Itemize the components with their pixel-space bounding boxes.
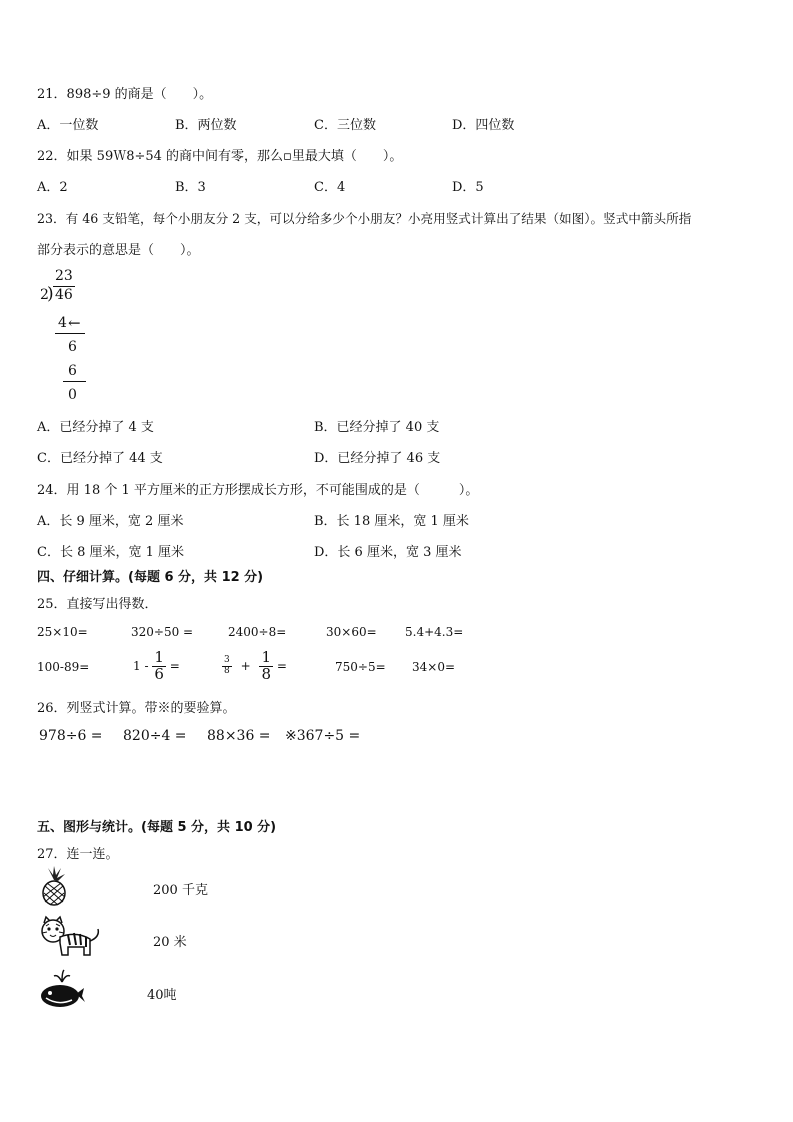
fraction [222, 656, 232, 676]
q21-option-b: B．两位数 [175, 118, 237, 133]
q25-item-7 [133, 650, 180, 683]
q25-item-2: 320÷50 = [131, 625, 194, 639]
q26-item-4: ※367÷5 = [285, 728, 361, 744]
division-dividend: 46 [55, 287, 73, 303]
section5-title: 五、图形与统计。(每题 5 分，共 10 分) [37, 820, 277, 835]
q25-item-7-prefix: 1 - [133, 658, 149, 673]
q24-option-b: B．长 18 厘米，宽 1 厘米 [314, 514, 469, 529]
q22-option-a: A．2 [37, 180, 68, 195]
arrow-icon: ← [68, 314, 81, 332]
q27-stem: 27．连一连。 [37, 847, 119, 862]
q23-option-d: D．已经分掉了 46 支 [314, 451, 441, 466]
q24-option-a: A．长 9 厘米，宽 2 厘米 [37, 514, 184, 529]
q24-option-c: C．长 8 厘米，宽 1 厘米 [37, 545, 185, 560]
q23-option-c: C．已经分掉了 44 支 [37, 451, 163, 466]
q21-option-c: C．三位数 [314, 118, 376, 133]
division-step1: 4 [58, 315, 67, 331]
q26-item-2: 820÷4 = [123, 728, 187, 744]
q25-item-8-equals: = [276, 658, 287, 673]
q21-stem: 21．898÷9 的商是（ ）。 [37, 87, 213, 102]
fraction-numerator: 3 [224, 655, 230, 666]
q25-item-4: 30×60= [326, 625, 377, 639]
q26-item-3: 88×36 = [207, 728, 271, 744]
fraction [259, 650, 273, 683]
label-200kg: 200 千克 [153, 883, 208, 898]
q23-option-b: B．已经分掉了 40 支 [314, 420, 440, 435]
fraction-numerator: 1 [261, 648, 271, 666]
q25-item-7-equals: = [169, 658, 180, 673]
q24-option-d: D．长 6 厘米，宽 3 厘米 [314, 545, 462, 560]
q24-stem: 24．用 18 个 1 平方厘米的正方形摆成长方形，不可能围成的是（ ）。 [37, 483, 479, 498]
q26-stem: 26．列竖式计算。带※的要验算。 [37, 701, 236, 716]
fraction-denominator: 8 [261, 664, 271, 683]
q25-item-8-operator: + [240, 658, 251, 673]
label-20m: 20 米 [153, 935, 187, 950]
division-bracket: ) [47, 284, 54, 304]
fraction-numerator: 1 [154, 648, 164, 666]
q25-item-6: 100-89= [37, 660, 90, 674]
division-divisor: 2 [40, 287, 49, 303]
fraction-denominator: 8 [224, 665, 230, 676]
q23-stem-line1: 23．有 46 支铅笔，每个小朋友分 2 支，可以分给多少个小朋友？小亮用竖式计算出了结果（如图）。竖式中箭头所指 [37, 211, 692, 226]
q25-item-1: 25×10= [37, 625, 88, 639]
q22-option-d: D．5 [452, 180, 484, 195]
fraction-denominator: 6 [154, 664, 164, 683]
q25-item-10: 34×0= [412, 660, 456, 674]
q23-option-a: A．已经分掉了 4 支 [37, 420, 154, 435]
whale-icon [38, 968, 86, 1012]
q21-option-d: D．四位数 [452, 118, 515, 133]
division-step2: 6 [68, 363, 77, 379]
q22-option-c: C．4 [314, 180, 346, 195]
q25-item-3: 2400÷8= [228, 625, 287, 639]
division-remainder1: 6 [68, 339, 77, 355]
label-40t: 40吨 [147, 988, 177, 1003]
division-rule-2 [63, 381, 86, 382]
pineapple-icon [38, 866, 70, 906]
q26-item-1: 978÷6 = [39, 728, 103, 744]
tiger-icon [38, 915, 104, 961]
division-remainder2: 0 [68, 387, 77, 403]
division-rule-1 [55, 333, 85, 334]
q22-stem: 22．如果 59Ｗ8÷54 的商中间有零，那么▫里最大填（ ）。 [37, 149, 403, 164]
q25-stem: 25．直接写出得数． [37, 597, 158, 612]
q25-item-8 [222, 650, 287, 683]
q25-item-9: 750÷5= [335, 660, 386, 674]
q25-item-5: 5.4+4.3= [405, 625, 464, 639]
fraction [152, 650, 166, 683]
q21-option-a: A．一位数 [37, 118, 99, 133]
division-quotient: 23 [55, 268, 73, 284]
section4-title: 四、仔细计算。(每题 6 分，共 12 分) [37, 570, 264, 585]
q23-stem-line2: 部分表示的意思是（ ）。 [37, 243, 200, 258]
q22-option-b: B．3 [175, 180, 206, 195]
